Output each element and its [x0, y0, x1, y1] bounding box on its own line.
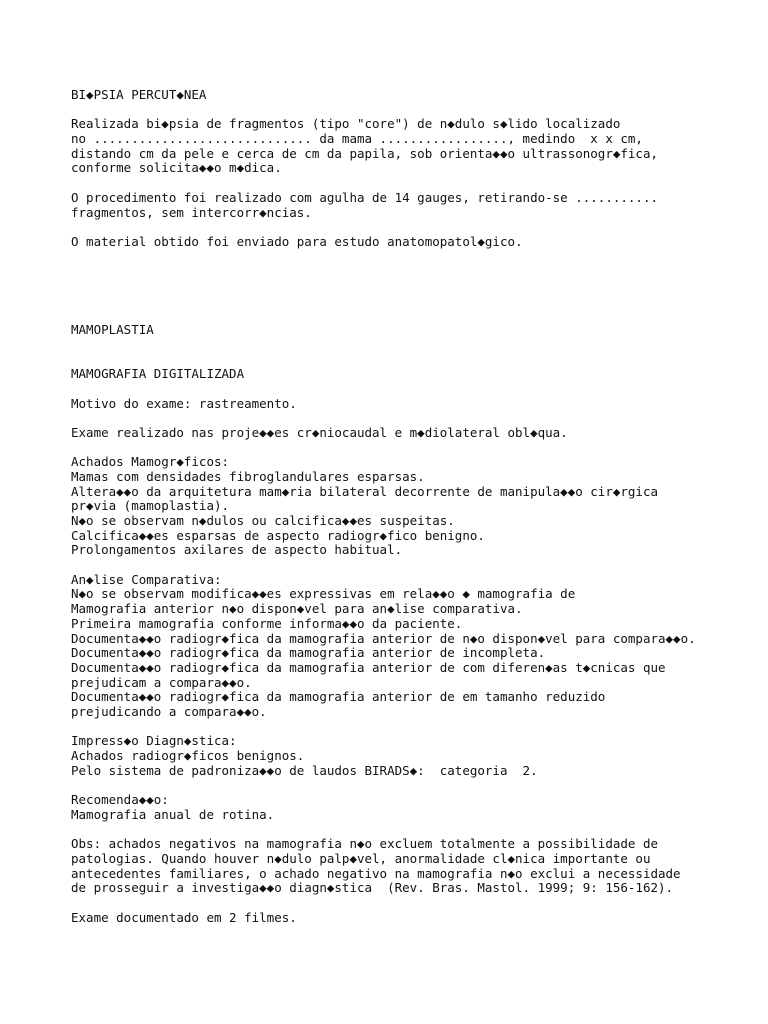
films-note: Exame documentado em 2 filmes.	[71, 909, 297, 925]
biopsy-text-line: distando cm da pele e cerca de cm da papila, sob orienta◆◆o ultrassonogr◆fica,	[71, 145, 658, 161]
impression-line: Pelo sistema de padroniza◆◆o de laudos BIRADS◆: categoria 2.	[71, 762, 538, 778]
impression-heading: Impress◆o Diagn◆stica:	[71, 733, 237, 749]
biopsy-title: BI◆PSIA PERCUT◆NEA	[71, 87, 207, 102]
findings-line: Calcifica◆◆es esparsas de aspecto radiogr◆fico benigno.	[71, 527, 485, 543]
observation-line: antecedentes familiares, o achado negativo na mamografia n◆o exclui a necessidade	[71, 865, 681, 881]
biopsy-text-line: Realizada bi◆psia de fragmentos (tipo "core") de n◆dulo s◆lido localizado	[71, 116, 621, 132]
comparison-line: prejudicam a compara◆◆o.	[71, 674, 252, 690]
exam-reason: Motivo do exame: rastreamento.	[71, 395, 297, 411]
comparison-line: Documenta◆◆o radiogr◆fica da mamografia anterior de com diferen◆as t◆cnicas que	[71, 659, 666, 675]
biopsy-text-line: no ............................. da mama ................., medindo x x cm,	[71, 131, 643, 147]
biopsy-procedure-line: fragmentos, sem intercorr◆ncias.	[71, 204, 312, 220]
mammography-title: MAMOGRAFIA DIGITALIZADA	[71, 366, 245, 382]
comparison-line: Documenta◆◆o radiogr◆fica da mamografia anterior de incompleta.	[71, 645, 546, 661]
impression-line: Achados radiogr◆ficos benignos.	[71, 748, 305, 763]
comparison-heading: An◆lise Comparativa:	[71, 571, 222, 587]
comparison-line: Documenta◆◆o radiogr◆fica da mamografia anterior de em tamanho reduzido	[71, 689, 606, 705]
comparison-line: Documenta◆◆o radiogr◆fica da mamografia anterior de n◆o dispon◆vel para compara◆◆o.	[71, 630, 696, 646]
findings-heading: Achados Mamogr◆ficos:	[71, 454, 230, 470]
biopsy-text-line: conforme solicita◆◆o m◆dica.	[71, 160, 282, 176]
comparison-line: Mamografia anterior n◆o dispon◆vel para an◆lise comparativa.	[71, 601, 523, 617]
observation-line: Obs: achados negativos na mamografia n◆o excluem totalmente a possibilidade de	[71, 836, 658, 852]
recommendation-line: Mamografia anual de rotina.	[71, 806, 275, 822]
findings-line: N◆o se observam n◆dulos ou calcifica◆◆es suspeitas.	[71, 513, 455, 528]
observation-line: de prosseguir a investiga◆◆o diagn◆stica (Rev. Bras. Mastol. 1999; 9: 156-162).	[71, 880, 674, 896]
report-document	[71, 88, 761, 925]
exam-projections: Exame realizado nas proje◆◆es cr◆niocaudal e m◆diolateral obl◆qua.	[71, 424, 568, 440]
biopsy-material-line: O material obtido foi enviado para estudo anatomopatol◆gico.	[71, 233, 523, 249]
recommendation-heading: Recomenda◆◆o:	[71, 792, 169, 808]
findings-line: Mamas com densidades fibroglandulares esparsas.	[71, 468, 425, 484]
comparison-line: N◆o se observam modifica◆◆es expressivas em rela◆◆o ◆ mamografia de	[71, 586, 576, 602]
mamoplastia-title: MAMOPLASTIA	[71, 322, 154, 338]
findings-line: pr◆via (mamoplastia).	[71, 498, 230, 514]
observation-line: patologias. Quando houver n◆dulo palp◆vel, anormalidade cl◆nica importante ou	[71, 850, 651, 866]
comparison-line: prejudicando a compara◆◆o.	[71, 703, 267, 719]
findings-line: Altera◆◆o da arquitetura mam◆ria bilateral decorrente de manipula◆◆o cir◆rgica	[71, 483, 658, 499]
comparison-line: Primeira mamografia conforme informa◆◆o da paciente.	[71, 615, 463, 631]
biopsy-procedure-line: O procedimento foi realizado com agulha de 14 gauges, retirando-se ...........	[71, 189, 658, 205]
findings-line: Prolongamentos axilares de aspecto habitual.	[71, 542, 403, 558]
